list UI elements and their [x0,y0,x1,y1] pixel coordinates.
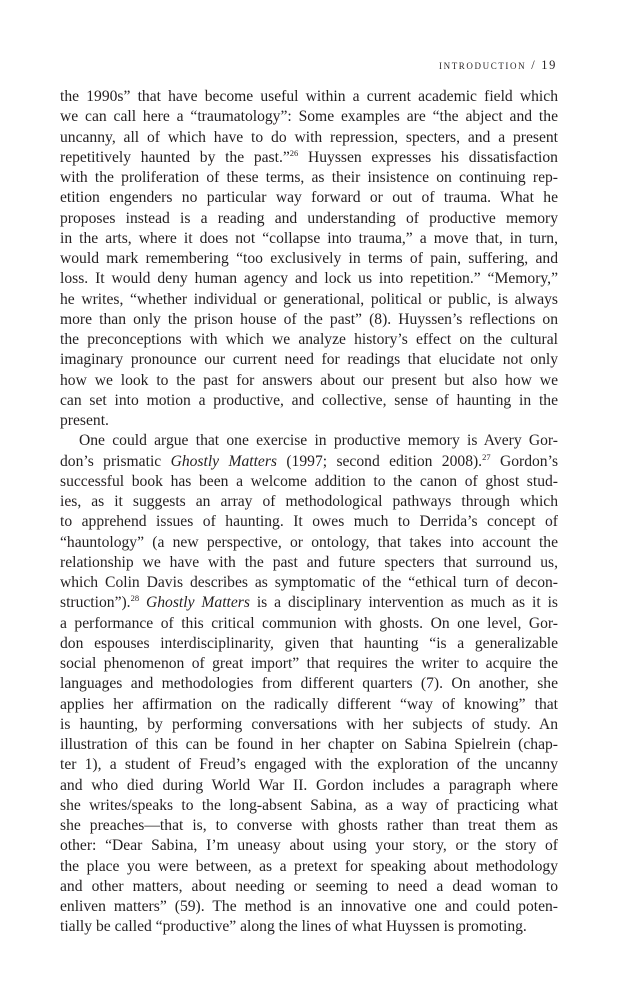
text-line [60,350,558,370]
text-line [60,229,558,249]
text-line [60,148,558,168]
running-head-separator: / [531,58,537,72]
text-line [60,512,558,532]
text-line [60,573,558,593]
text-line [60,776,558,796]
text-line [60,816,558,836]
footnote-marker: 27 [482,451,491,462]
text-run: Gordon’s [490,452,558,470]
text-line [60,654,558,674]
text-run: “hauntology” (a new perspective, or ontology, that takes into account the [60,533,558,551]
text-line [60,533,558,553]
text-run: with the proliferation of these terms, as their insistence on continuing rep- [60,169,558,186]
text-run: would mark remembering “too exclusively in terms of pain, suffering, and [60,250,558,267]
text-line [60,593,558,613]
text-line [60,411,558,431]
italic-title: Ghostly Matters [170,452,277,470]
text-run: ies, as it suggests an array of methodological pathways through which [60,493,558,510]
text-run: is a disciplinary intervention as much as it is [249,594,558,612]
text-line [60,917,558,937]
text-run: etition engenders no particular way forward or out of trauma. What he [60,189,558,207]
text-run: she preaches—that is, to converse with ghosts rather than treat them as [60,817,558,834]
text-line [60,168,558,188]
text-line [60,735,558,755]
text-run: don’s prismatic [60,452,171,470]
text-run: applies her affirmation on the radically different “way of knowing” that [60,695,558,713]
text-run: present. [60,412,109,429]
text-run: illustration of this can be found in her chapter on Sabina Spielrein (chap- [60,736,558,753]
text-run: in the arts, where it does not “collapse into trauma,” a move that, in turn, [60,229,558,247]
text-line [60,634,558,654]
text-run: ter 1), a student of Freud’s engaged with the exploration of the uncanny [60,756,558,774]
text-line [60,128,558,148]
text-run: how we look to the past for answers about our present but also how we [60,371,558,389]
text-run: Huyssen expresses his dissatisfaction [298,148,558,166]
text-run: don espouses interdisciplinarity, given that haunting “is a generalizable [60,634,558,652]
text-run: tially be called “productive” along the lines of what Huyssen is promoting. [60,918,527,936]
text-line [60,290,558,310]
text-run: the preconceptions with which we analyze history’s effect on the cultural [60,331,558,348]
text-line [60,107,558,127]
text-run: repetitively haunted by the past.” [60,148,290,166]
text-line [60,715,558,735]
text-run: (1997; second edition 2008). [276,452,483,470]
text-run: relationship we have with the past and future specters that surround us, [60,553,558,571]
text-line [60,836,558,856]
text-run: other: “Dear Sabina, I’m uneasy about using your story, or the story of [60,837,558,855]
text-run [139,594,146,611]
text-run: which Colin Davis describes as symptomatic of the “ethical turn of decon- [60,574,558,591]
text-line [60,371,558,391]
text-line [60,796,558,816]
text-line [60,857,558,877]
text-line [60,249,558,269]
text-run: One could argue that one exercise in productive memory is Avery Gor- [79,432,558,450]
text-line [60,188,558,208]
text-line [60,431,558,451]
text-run: and who died during World War II. Gordon includes a paragraph where [60,776,558,794]
text-run: is haunting, by performing conversations with her subjects of study. An [60,715,558,733]
text-line [60,492,558,512]
text-line [60,87,558,107]
footnote-marker: 28 [130,593,140,604]
text-run: we can call here a “traumatology”: Some examples are “the abject and the [60,108,558,126]
text-run: more than only the prison house of the past” (8). Huyssen’s reflections on [60,310,558,328]
text-run: the 1990s” that have become useful within a current academic field which [60,88,558,105]
text-line [60,877,558,897]
text-line [60,310,558,330]
running-head [439,58,557,73]
footnote-marker: 26 [289,147,299,158]
text-run: successful book has been a welcome addition to the canon of ghost stud- [60,472,558,490]
running-head-title: introduction [439,58,527,72]
text-run: she writes/speaks to the long-absent Sabina, as a way of practicing what [60,796,558,814]
text-run: social phenomenon of great import” that requires the writer to acquire the [60,655,558,672]
text-run: the place you were between, as a pretext for speaking about methodology [60,857,558,875]
text-run: proposes instead is a reading and understanding of productive memory [60,209,558,227]
text-run: can set into motion a productive, and collective, sense of haunting in the [60,391,558,409]
text-run: to apprehend issues of haunting. It owes much to Derrida’s concept of [60,513,558,531]
text-line [60,391,558,411]
text-line [60,330,558,350]
text-run: a performance of this critical communion with ghosts. On one level, Gor- [60,614,558,632]
text-line [60,755,558,775]
italic-title: Ghostly Matters [146,594,250,612]
text-run: and other matters, about needing or seeming to need a dead woman to [60,877,558,895]
text-line [60,472,558,492]
text-line [60,897,558,917]
text-line [60,452,558,472]
text-run: he writes, “whether individual or generational, political or public, is always [60,290,558,308]
text-run: enliven matters” (59). The method is an innovative one and could poten- [60,898,558,915]
text-run: imaginary pronounce our current need for readings that elucidate not only [60,351,558,369]
text-run: struction”). [60,594,131,612]
text-line [60,695,558,715]
text-run: loss. It would deny human agency and lock us into repetition.” “Memory,” [60,270,558,288]
text-line [60,269,558,289]
page-number: 19 [541,58,557,72]
text-run: languages and methodologies from different quarters (7). On another, she [60,675,558,693]
text-line [60,674,558,694]
text-line [60,209,558,229]
text-run: uncanny, all of which have to do with repression, specters, and a present [60,128,558,146]
text-line [60,614,558,634]
body-text [60,87,558,938]
text-line [60,553,558,573]
